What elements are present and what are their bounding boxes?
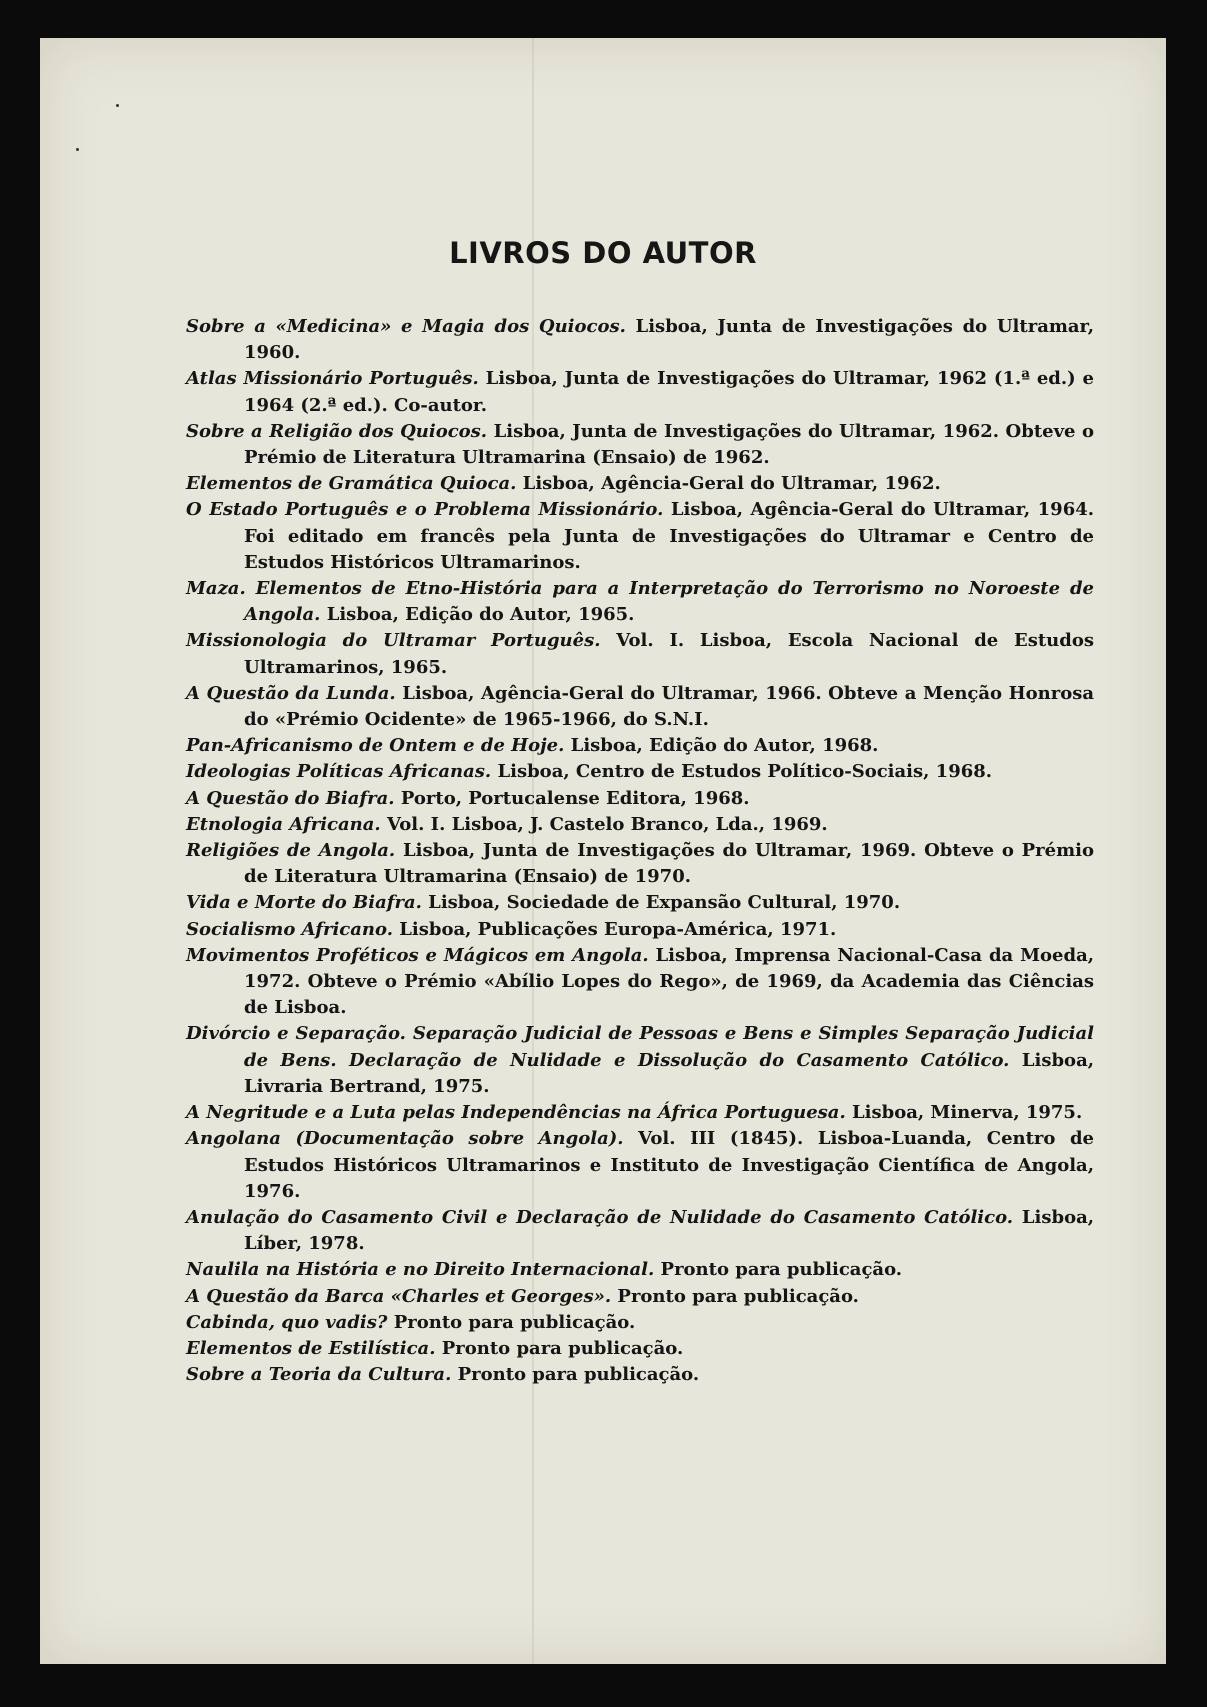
book-entry bbox=[186, 628, 1094, 680]
book-title: Elementos de Estilística. bbox=[186, 1337, 436, 1359]
book-details: Pronto para publicação. bbox=[387, 1311, 636, 1333]
book-title: Naulila na História e no Direito Internacional. bbox=[186, 1259, 655, 1281]
book-title: Anulação do Casamento Civil e Declaração de Nulidade do Casamento Católico. bbox=[186, 1206, 1014, 1228]
book-title: Cabinda, quo vadis? bbox=[186, 1311, 388, 1333]
book-entry bbox=[186, 759, 1094, 785]
book-entry bbox=[186, 1310, 1094, 1336]
book-entry bbox=[186, 1205, 1094, 1257]
book-details: Lisboa, Agência-Geral do Ultramar, 1962. bbox=[516, 473, 941, 495]
book-title: Sobre a Religião dos Quiocos. bbox=[186, 420, 488, 442]
book-entry bbox=[186, 366, 1094, 418]
book-details: Vol. III (1845). Lisboa-Luanda, Centro de Estudos Históricos Ultramarinos e Instituto de Investigação Científica de Angola, 1976. bbox=[244, 1128, 1095, 1202]
book-entry bbox=[186, 838, 1094, 890]
book-entry bbox=[186, 576, 1094, 628]
book-entry bbox=[186, 1257, 1094, 1283]
book-entry bbox=[186, 1284, 1094, 1310]
book-entry bbox=[186, 733, 1094, 759]
book-details: Lisboa, Junta de Investigações do Ultramar, 1962. Obteve o Prémio de Literatura Ultramarina (Ensaio) de 1962. bbox=[244, 420, 1094, 469]
book-title: A Questão da Barca «Charles et Georges». bbox=[186, 1285, 612, 1307]
book-title: Elementos de Gramática Quioca. bbox=[186, 473, 517, 495]
book-details: Lisboa, Edição do Autor, 1968. bbox=[564, 735, 879, 757]
book-details: Vol. I. Lisboa, J. Castelo Branco, Lda., 1969. bbox=[380, 813, 828, 835]
page-title: LIVROS DO AUTOR bbox=[449, 236, 757, 270]
book-details: Lisboa, Minerva, 1975. bbox=[845, 1102, 1083, 1124]
book-entry bbox=[186, 314, 1094, 366]
book-title: A Questão do Biafra. bbox=[186, 787, 395, 809]
book-title: A Negritude e a Luta pelas Independências na África Portuguesa. bbox=[186, 1102, 846, 1124]
book-entry bbox=[186, 786, 1094, 812]
book-details: Lisboa, Junta de Investigações do Ultramar, 1969. Obteve o Prémio de Literatura Ultramarina (Ensaio) de 1970. bbox=[244, 840, 1094, 888]
book-details: Porto, Portucalense Editora, 1968. bbox=[394, 787, 750, 809]
book-details: Pronto para publicação. bbox=[451, 1364, 700, 1386]
book-title: Missionologia do Ultramar Português. bbox=[186, 630, 601, 652]
book-details: Lisboa, Sociedade de Expansão Cultural, 1970. bbox=[421, 892, 901, 914]
document-page bbox=[40, 38, 1166, 1664]
book-entry bbox=[186, 1021, 1094, 1100]
book-entry bbox=[186, 917, 1094, 943]
book-title: Ideologias Políticas Africanas. bbox=[186, 761, 492, 783]
book-details: Lisboa, Centro de Estudos Político-Sociais, 1968. bbox=[491, 761, 993, 783]
book-details: Lisboa, Agência-Geral do Ultramar, 1964. Foi editado em francês pela Junta de Investigações do Ultramar e Centro de Estudos Históricos Ultramarinos. bbox=[244, 499, 1095, 573]
book-title: Etnologia Africana. bbox=[186, 813, 381, 835]
book-entry bbox=[186, 681, 1094, 733]
book-title: Socialismo Africano. bbox=[186, 918, 393, 940]
paper-speck bbox=[76, 148, 79, 151]
book-list bbox=[186, 314, 1094, 1388]
book-title: Religiões de Angola. bbox=[186, 840, 396, 862]
book-title: Movimentos Proféticos e Mágicos em Angola. bbox=[186, 944, 649, 966]
book-title: A Questão da Lunda. bbox=[186, 682, 396, 704]
book-entry bbox=[186, 1100, 1094, 1126]
book-entry bbox=[186, 471, 1094, 497]
book-title: Sobre a Teoria da Cultura. bbox=[186, 1364, 452, 1386]
book-details: Lisboa, Junta de Investigações do Ultramar, 1960. bbox=[244, 316, 1095, 364]
book-title: Maza. Elementos de Etno-História para a Interpretação do Terrorismo no Noroeste de Angola. bbox=[186, 578, 1094, 626]
book-details: Lisboa, Imprensa Nacional-Casa da Moeda, 1972. Obteve o Prémio «Abílio Lopes do Rego», de 1969, da Academia das Ciências de Lisboa. bbox=[244, 944, 1095, 1019]
book-details: Lisboa, Junta de Investigações do Ultramar, 1962 (1.ª ed.) e 1964 (2.ª ed.). Co-autor. bbox=[244, 368, 1094, 416]
book-details: Vol. I. Lisboa, Escola Nacional de Estudos Ultramarinos, 1965. bbox=[244, 630, 1094, 678]
book-entry bbox=[186, 943, 1094, 1022]
book-title: Divórcio e Separação. Separação Judicial de Pessoas e Bens e Simples Separação Judicial de Bens. Declaração de Nulidade e Dissolução do Casamento Católico. bbox=[186, 1023, 1094, 1071]
book-entry bbox=[186, 890, 1094, 916]
book-title: Atlas Missionário Português. bbox=[186, 368, 479, 390]
book-details: Lisboa, Agência-Geral do Ultramar, 1966. Obteve a Menção Honrosa do «Prémio Ocidente» de 1965-1966, do S.N.I. bbox=[244, 682, 1094, 731]
book-details: Lisboa, Publicações Europa-América, 1971. bbox=[392, 918, 837, 940]
book-entry bbox=[186, 419, 1094, 471]
paper-speck bbox=[116, 104, 119, 107]
book-entry bbox=[186, 497, 1094, 576]
book-details: Lisboa, Livraria Bertrand, 1975. bbox=[244, 1049, 1094, 1097]
book-entry bbox=[186, 812, 1094, 838]
book-title: Vida e Morte do Biafra. bbox=[186, 892, 422, 914]
book-entry bbox=[186, 1336, 1094, 1362]
book-details: Lisboa, Líber, 1978. bbox=[244, 1206, 1095, 1255]
book-title: Pan-Africanismo de Ontem e de Hoje. bbox=[186, 735, 565, 757]
book-details: Pronto para publicação. bbox=[611, 1285, 859, 1307]
book-title: Angolana (Documentação sobre Angola). bbox=[186, 1128, 624, 1150]
book-title: Sobre a «Medicina» e Magia dos Quiocos. bbox=[186, 316, 626, 337]
book-entry bbox=[186, 1362, 1094, 1388]
book-entry bbox=[186, 1126, 1094, 1205]
book-details: Pronto para publicação. bbox=[654, 1259, 903, 1281]
book-title: O Estado Português e o Problema Missionário. bbox=[186, 499, 664, 521]
book-details: Lisboa, Edição do Autor, 1965. bbox=[320, 604, 635, 626]
book-details: Pronto para publicação. bbox=[435, 1337, 684, 1359]
